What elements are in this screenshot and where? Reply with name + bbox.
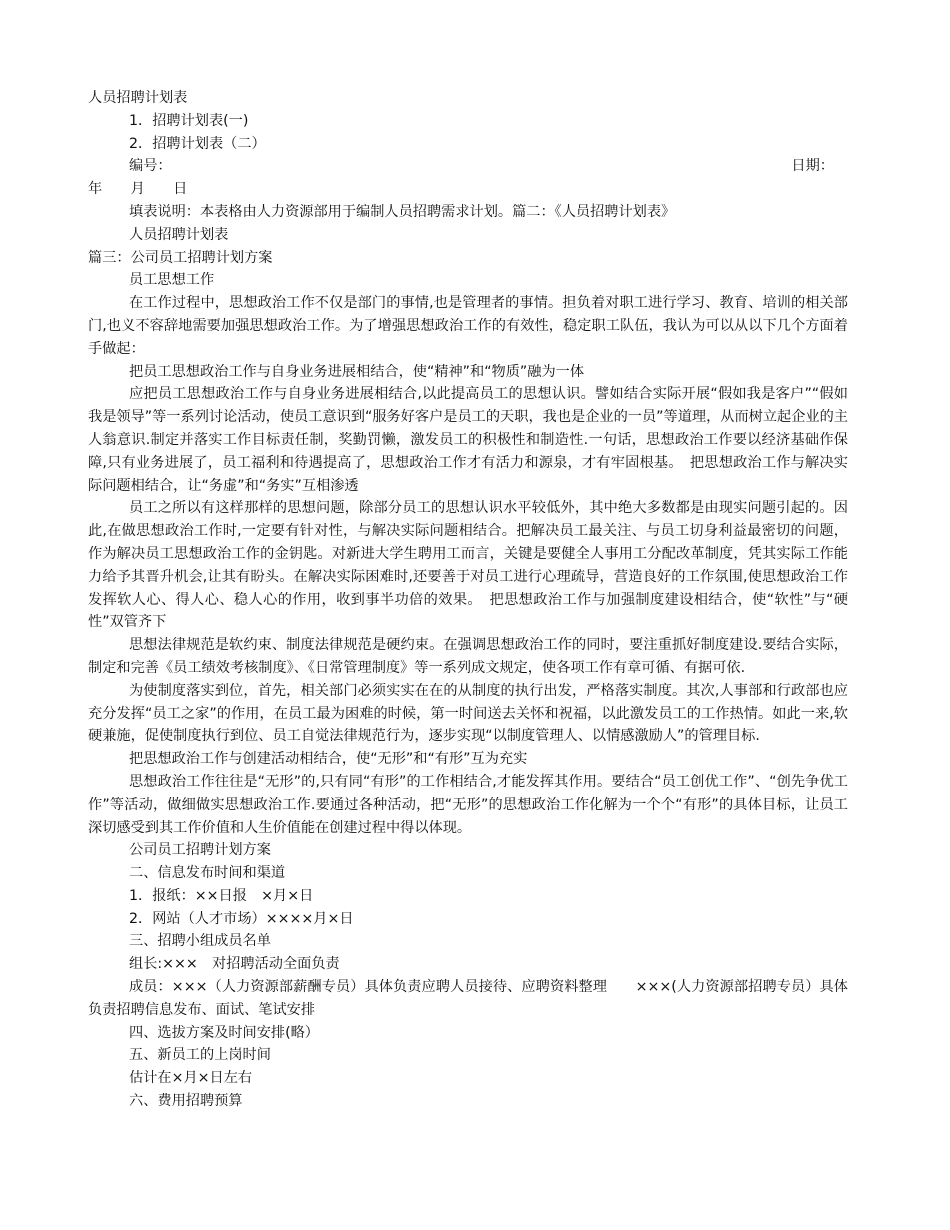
paragraph-2: 应把员工思想政治工作与自身业务进展相结合,以此提高员工的思想认识。譬如结合实际开展“假如我是客户”“假如我是领导”等一系列讨论活动，使员工意识到“服务好客户是员工的天职，我也是企业的一员”等道理，从而树立起企业的主人翁意识.制定并落实工作目标责任制，奖勤罚懒，激发员工的积极性和制造性.一句话，思想政治工作要以经济基础作保障,只有业务进展了，员工福利和待遇提高了，思想政治工作才有活力和源泉，才有牢固根基。 把思想政治工作与解决实际问题相结合，让“务虚”和“务实”互相渗透 xyxy=(88,386,848,494)
code-label: 编号： xyxy=(129,158,172,175)
section-6-heading: 六、费用招聘预算 xyxy=(129,1093,243,1110)
section-2-item-1: 1．报纸：××日报 ×月×日 xyxy=(129,887,314,904)
sub-title: 人员招聘计划表 xyxy=(129,226,229,243)
paragraph-5: 为使制度落实到位，首先，相关部门必须实实在在的从制度的执行出发，严格落实制度。其次,人事部和行政部也应充分发挥“员工之家”的作用，在员工最为困难的时候，第一时间送去关怀和祝福，以此激发员工的工作热情。如此一来,软硬兼施，促使制度执行到位、员工自觉法律规范行为，逐步实现“以制度管理人、以情感激励人”的管理目标. xyxy=(88,682,848,745)
code-date-row xyxy=(88,155,848,178)
document-body xyxy=(88,87,848,1113)
paragraph-6: 思想政治工作往往是“无形”的,只有同“有形”的工作相结合,才能发挥其作用。要结合“员工创优工作”、“创先争优工作”等活动，做细做实思想政治工作.要通过各种活动，把“无形”的思想政治工作化解为一个个“有形”的具体目标，让员工深切感受到其工作价值和人生价值能在创建过程中得以体现。 xyxy=(88,773,848,836)
section-3-leader: 组长:××× 对招聘活动全面负责 xyxy=(129,956,340,973)
list-item-1: 1．招聘计划表(一) xyxy=(129,112,249,129)
part3-title: 篇三：公司员工招聘计划方案 xyxy=(88,249,273,266)
section-5-heading: 五、新员工的上岗时间 xyxy=(129,1047,271,1064)
section-3-heading: 三、招聘小组成员名单 xyxy=(129,933,271,950)
date-label: 日期： xyxy=(791,158,834,175)
doc-title: 人员招聘计划表 xyxy=(88,90,188,106)
section-2-item-2: 2．网站（人才市场）××××月×日 xyxy=(129,910,354,927)
subheading-2: 把思想政治工作与创建活动相结合，使“无形”和“有形”互为充实 xyxy=(129,751,528,768)
section-heading-thought: 员工思想工作 xyxy=(129,272,215,289)
section-3-members: 成员：×××（人力资源部薪酬专员）具体负责应聘人员接待、应聘资料整理 ×××(人力资源部招聘专员）具体负责招聘信息发布、面试、笔试安排 xyxy=(88,979,848,1018)
section-5-detail: 估计在×月×日左右 xyxy=(129,1070,253,1087)
list-item-2: 2．招聘计划表（二） xyxy=(129,135,266,152)
fill-note: 填表说明：本表格由人力资源部用于编制人员招聘需求计划。篇二：《人员招聘计划表》 xyxy=(129,203,676,220)
section-4-heading: 四、选拔方案及时间安排(略） xyxy=(129,1024,319,1041)
paragraph-3: 员工之所以有这样那样的思想问题，除部分员工的思想认识水平较低外，其中绝大多数都是由现实问题引起的。因此,在做思想政治工作时,一定要有针对性，与解决实际问题相结合。把解决员工最关注、与员工切身利益最密切的问题，作为解决员工思想政治工作的金钥匙。对新进大学生聘用工而言，关键是要健全人事用工分配改革制度，凭其实际工作能力给予其晋升机会,让其有盼头。在解决实际困难时,还要善于对员工进行心理疏导，营造良好的工作氛围,使思想政治工作发挥软人心、得人心、稳人心的作用，收到事半功倍的效果。 把思想政治工作与加强制度建设相结合，使“软性”与“硬性”双管齐下 xyxy=(88,500,848,631)
subheading-1: 把员工思想政治工作与自身业务进展相结合，使“精神”和“物质”融为一体 xyxy=(129,363,585,380)
plan-title: 公司员工招聘计划方案 xyxy=(129,842,271,859)
paragraph-4: 思想法律规范是软约束、制度法律规范是硬约束。在强调思想政治工作的同时，要注重抓好制度建设.要结合实际，制定和完善《员工绩效考核制度》、《日常管理制度》等一系列成文规定，使各项工作有章可循、有据可依. xyxy=(88,637,848,676)
section-2-heading: 二、信息发布时间和渠道 xyxy=(129,865,286,882)
paragraph-1: 在工作过程中，思想政治工作不仅是部门的事情,也是管理者的事情。担负着对职工进行学习、教育、培训的相关部门,也义不容辞地需要加强思想政治工作。为了增强思想政治工作的有效性，稳定职工队伍，我认为可以从以下几个方面着手做起： xyxy=(88,295,848,357)
year-month-day: 年 月 日 xyxy=(88,181,188,198)
